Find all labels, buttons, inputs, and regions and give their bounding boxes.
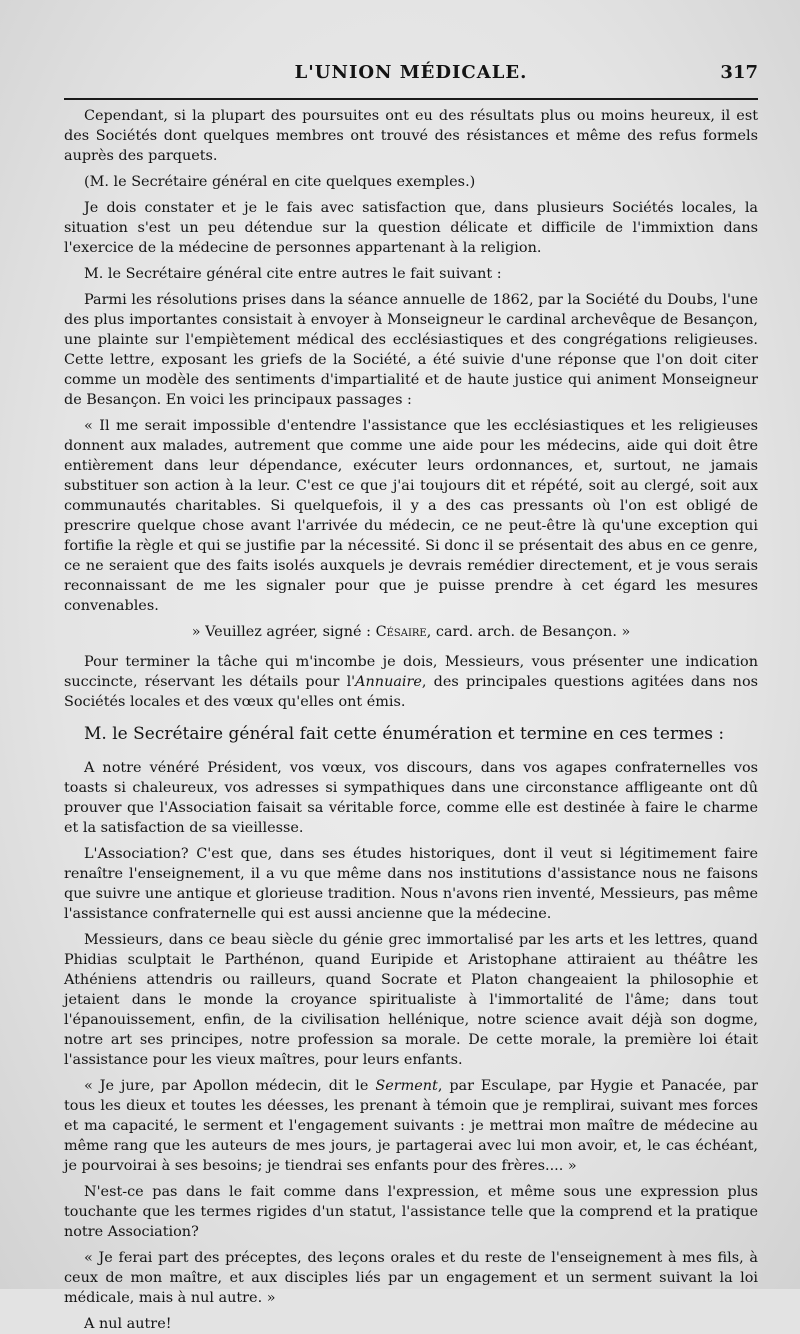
paragraph: N'est-ce pas dans le fait comme dans l'expression, et même sous une expression plus touchante que les termes rigides d'un statut, l'assistance telle que la comprend et la pratique notre Association? [64, 1184, 758, 1240]
signature-suffix: , card. arch. de Besançon. » [426, 624, 631, 640]
paragraph: A nul autre! [84, 1316, 172, 1332]
signature-name: Césaire [375, 624, 427, 640]
paragraph-text: , par Esculape, par Hygie et Panacée, par tous les dieux et toutes les déesses, les prenant à témoin que je remplirai, suivant mes forces et ma capacité, le serment et l'engagement suivants : je mettrai mon maître de médecine au même rang que les auteurs de mes jours, je partagerai avec lui mon avoir, et, le cas échéant, je pourvoirai à ses besoins; je tiendrai ses enfants pour des frères.... » [64, 1078, 759, 1174]
running-title: L'UNION MÉDICALE. [294, 62, 528, 83]
quotation: « Il me serait impossible d'entendre l'assistance que les ecclésiastiques et les religieuses donnent aux malades, autrement que comme une aide pour les médecins, aide qui doit être entièrement dans leur dépendance, exécuter leurs ordonnances, et, surtout, ne jamais substituer son action à la leur. C'est ce que j'ai toujours dit et répété, soit au clergé, soit aux communautés charitables. Si quelquefois, il y a des cas pressants où l'on est obligé de prescrire quelque chose avant l'arrivée du médecin, ce ne peut-être là qu'une exception qui fortifie la règle et qui se justifie par la nécessité. Si donc il se présentait des abus en ce genre, ce ne seraient que des faits isolés auxquels je devrais remédier directement, et je vous serais reconnaissant de me les signaler pour que je puisse prendre à cet égard les mesures convenables. [64, 418, 758, 614]
paragraph: A notre vénéré Président, vos vœux, vos discours, dans vos agapes confraternelles vos toasts si chaleureux, vos adresses si sympathiques dans une circonstance affligeante ont dû prouver que l'Association faisait sa véritable force, comme elle est destinée à faire le charme et la satisfaction de sa vieillesse. [64, 760, 758, 836]
quotation: « Je ferai part des préceptes, des leçons orales et du reste de l'enseignement à mes fils, à ceux de mon maître, et aux disciples liés par un engagement et un serment suivant la loi médicale, mais à nul autre. » [64, 1250, 758, 1306]
section-heading: M. le Secrétaire général fait cette énumération et termine en ces termes : [84, 724, 725, 744]
paragraph: Messieurs, dans ce beau siècle du génie grec immortalisé par les arts et les lettres, quand Phidias sculptait le Parthénon, quand Euripide et Aristophane attiraient au théâtre les Athéniens attendris ou railleurs, quand Socrate et Platon changeaient la philosophie et jetaient dans le monde la croyance spiritualiste à l'immortalité de l'âme; dans tout l'épanouissement, enfin, de la civilisation hellénique, notre science avait déjà son dogme, notre art ses principes, notre profession sa morale. De cette morale, la première loi était l'assistance pour les vieux maîtres, pour leurs enfants. [64, 932, 758, 1068]
quotation [64, 1076, 758, 1176]
paragraph-text: « Je jure, par Apollon médecin, dit le [84, 1078, 376, 1094]
header-rule [64, 98, 758, 100]
page-number: 317 [720, 62, 758, 83]
paragraph-text: Pour terminer la tâche qui m'incombe je dois, Messieurs, vous présenter une indication succincte, réservant les détails pour l' [64, 654, 758, 690]
paragraph: Parmi les résolutions prises dans la séance annuelle de 1862, par la Société du Doubs, l'une des plus importantes consistait à envoyer à Monseigneur le cardinal archevêque de Besançon, une plainte sur l'empiètement médical des ecclésiastiques et des congrégations religieuses. Cette lettre, exposant les griefs de la Société, a été suivie d'une réponse que l'on doit citer comme un modèle des sentiments d'impartialité et de haute justice qui animent Monseigneur de Besançon. En voici les principaux passages : [64, 292, 758, 408]
signature-line [64, 622, 758, 642]
paragraph: Cependant, si la plupart des poursuites ont eu des résultats plus ou moins heureux, il est des Sociétés dont quelques membres ont trouvé des résistances et même des refus formels auprès des parquets. [64, 108, 758, 164]
serment-title: Serment [375, 1078, 438, 1094]
page-header [64, 62, 758, 92]
paragraph-text: , des principales questions agitées dans nos Sociétés locales et des vœux qu'elles ont émis. [64, 674, 758, 710]
paragraph: Je dois constater et je le fais avec satisfaction que, dans plusieurs Sociétés locales, la situation s'est un peu détendue sur la question délicate et difficile de l'immixtion dans l'exercice de la médecine de personnes appartenant à la religion. [64, 200, 758, 256]
paragraph: (M. le Secrétaire général en cite quelques exemples.) [84, 174, 476, 190]
paragraph: L'Association? C'est que, dans ses études historiques, dont il veut si légitimement faire renaître l'enseignement, il a vu que même dans nos institutions d'assistance nous ne faisons que suivre une antique et glorieuse tradition. Nous n'avons rien inventé, Messieurs, pas même l'assistance confraternelle qui est aussi ancienne que la médecine. [64, 846, 758, 922]
annuaire-title: Annuaire [355, 674, 422, 690]
paragraph [64, 652, 758, 712]
body-text [64, 106, 758, 1334]
signature-prefix: » Veuillez agréer, signé : [191, 624, 376, 640]
paragraph: M. le Secrétaire général cite entre autres le fait suivant : [84, 266, 502, 282]
